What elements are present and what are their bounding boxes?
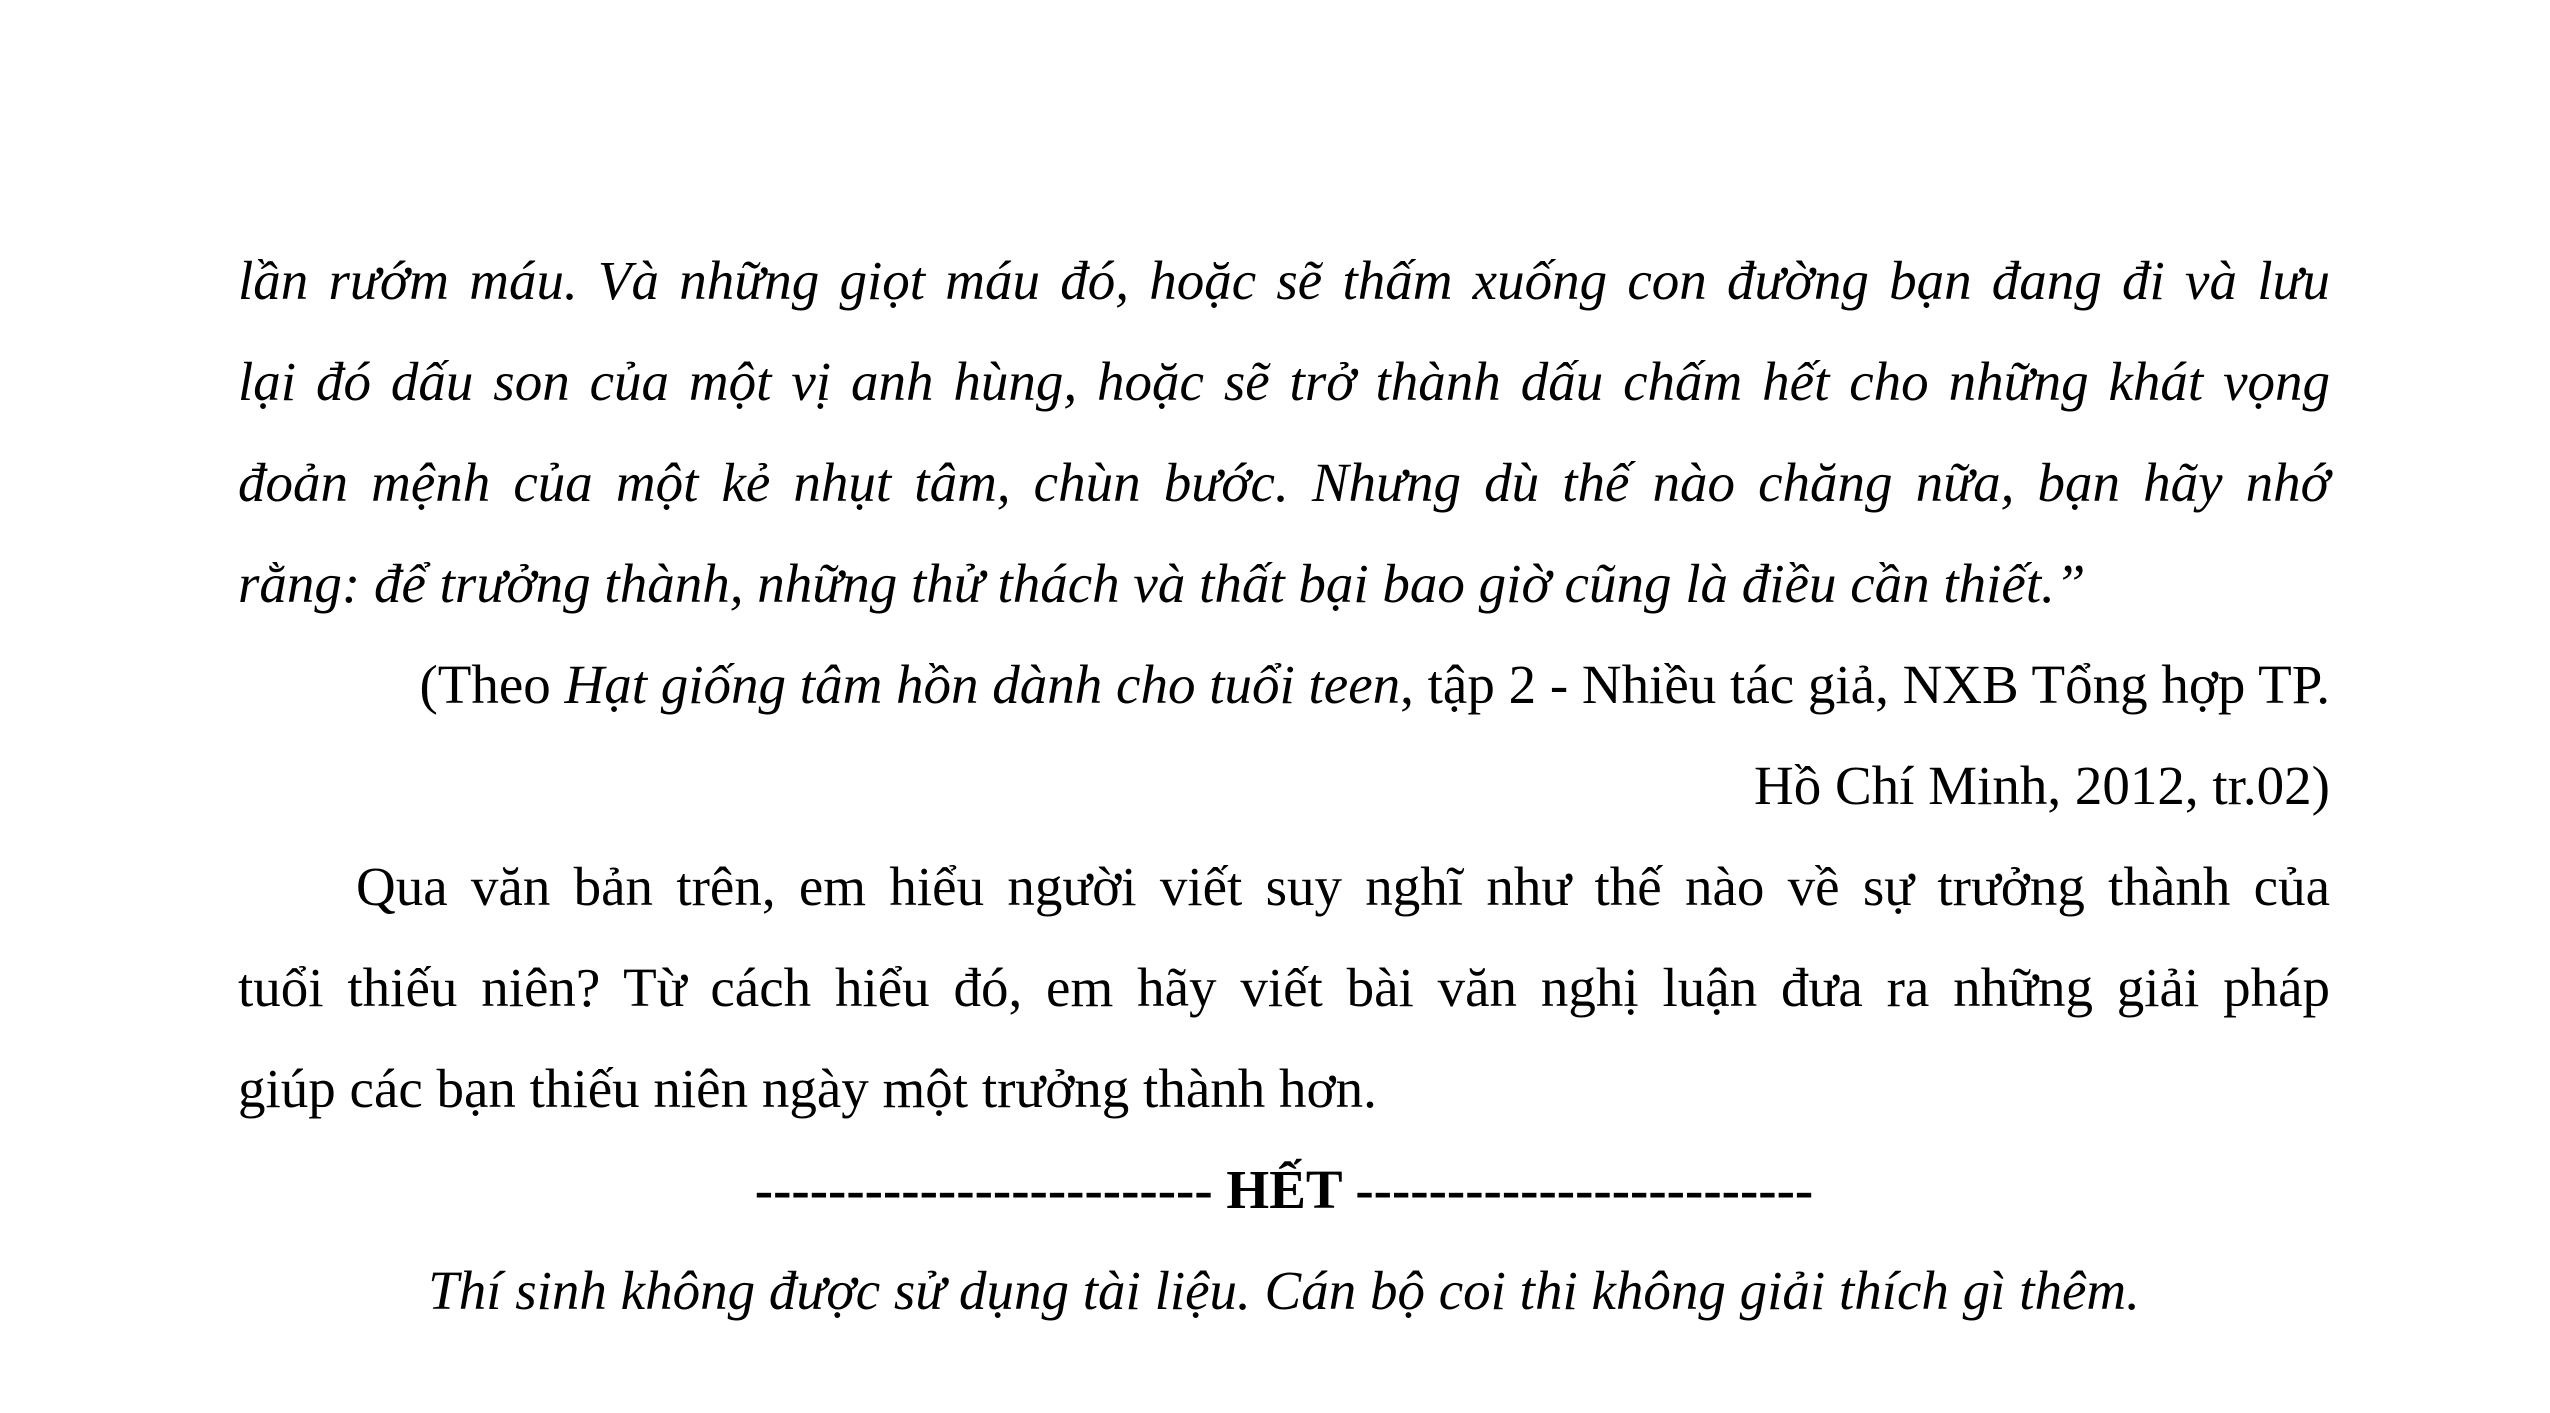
end-marker: ------------------------- HẾT ------------------------- (754, 1159, 1814, 1220)
passage-line: lại đó dấu son của một vị anh hùng, hoặc sẽ trở thành dấu chấm hết cho những khát vọng (238, 351, 2330, 412)
passage-line: đoản mệnh của một kẻ nhụt tâm, chùn bước. Nhưng dù thế nào chăng nữa, bạn hãy nhớ (238, 452, 2330, 513)
passage-excerpt (238, 230, 2330, 634)
passage-line: rằng: để trưởng thành, những thử thách và thất bại bao giờ cũng là điều cần thiết.” (238, 553, 2086, 614)
question-line: Qua văn bản trên, em hiểu người viết suy nghĩ như thế nào về sự trưởng thành của (356, 856, 2330, 917)
citation-line-2: Hồ Chí Minh, 2012, tr.02) (1754, 755, 2330, 816)
question-line: giúp các bạn thiếu niên ngày một trưởng thành hơn. (238, 1058, 1377, 1119)
passage-line: lần rướm máu. Và những giọt máu đó, hoặc sẽ thấm xuống con đường bạn đang đi và lưu (238, 250, 2330, 311)
citation-prefix: (Theo (419, 654, 565, 715)
essay-question (238, 836, 2330, 1139)
citation-suffix: , tập 2 - Nhiều tác giả, NXB Tổng hợp TP. (1400, 654, 2330, 715)
citation-book-title: Hạt giống tâm hồn dành cho tuổi teen (564, 654, 1401, 715)
citation-line-1 (238, 634, 2330, 735)
exam-page (238, 230, 2330, 1341)
source-citation (238, 634, 2330, 836)
question-line: tuổi thiếu niên? Từ cách hiểu đó, em hãy viết bài văn nghị luận đưa ra những giải pháp (238, 957, 2330, 1018)
footer-note: Thí sinh không được sử dụng tài liệu. Cán bộ coi thi không giải thích gì thêm. (428, 1260, 2140, 1321)
